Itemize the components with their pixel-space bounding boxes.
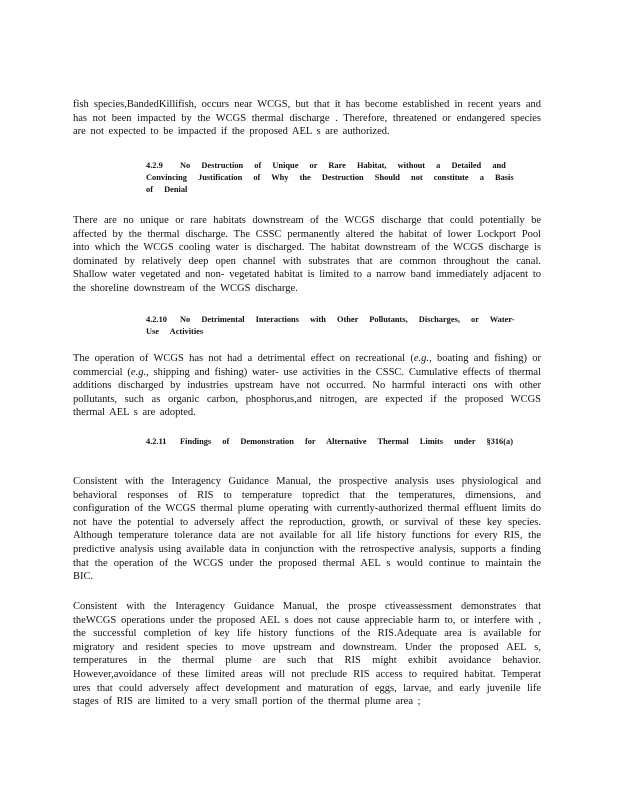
section-number: 4.2.9 bbox=[146, 161, 163, 170]
section-title: No Destruction of Unique or Rare Habitat, without a Detailed and Convincing Justification of Why the Destruction Should not constitute a Basis of Denial bbox=[146, 161, 514, 194]
paragraph-4-2-11-b: Consistent with the Interagency Guidance Manual, the prospe ctiveassessment demonstrates that theWCGS operations under the proposed AEL s does not cause appreciable harm to, or interfere with , the successful completion of key life history functions of the RIS.Adequate area is available for migratory and resident species to move upstream and downstream. Under the proposed AEL s, temperatures in the thermal plume are such that RIS might exhibit avoidance behavior. However,avoidance of these limited areas will not preclude RIS access to required habitat. Temperat ures that could adversely affect development and maturation of eggs, larvae, and early juvenile life stages of RIS are limited to a very small portion of the thermal plume area ; bbox=[73, 601, 541, 708]
paragraph-4-2-11-a: Consistent with the Interagency Guidance Manual, the prospective analysis uses physiological and behavioral responses of RIS to temperature topredict that the temperatures, dimensions, and configuration of the WCGS thermal plume operating with currently-authorized thermal effluent limits do not have the potential to adversely affect the reproduction, growth, or survival of these key species. Although temperature tolerance data are not available for all life history functions for every RIS, the predictive analysis using available data in conjunction with the retrospective analysis, supports a finding that the operation of the WCGS under the proposed thermal AEL s would continue to maintain the BIC. bbox=[73, 476, 541, 583]
section-number: 4.2.11 bbox=[146, 437, 167, 446]
text-run: shipping and fishing) water- use activities in the CSSC. Cumulative effects of thermal additions discharged by industries upstream have not occurred. No harmful interacti ons with other pollutants, such as organic carbon, phosphorus,and nitrogen, are expected if the proposed WCGS thermal AEL s are adopted. bbox=[73, 366, 542, 419]
paragraph-top: fish species,BandedKillifish, occurs near WCGS, but that it has become established in recent years and has not been impacted by the WCGS thermal discharge . Therefore, threatened or endangered species are not expected to be impacted if the proposed AEL s are authorized. bbox=[73, 99, 541, 138]
section-heading-4-2-10 bbox=[146, 314, 520, 338]
section-title: Findings of Demonstration for Alternative Thermal Limits under §316(a) bbox=[180, 437, 514, 446]
section-number: 4.2.10 bbox=[146, 315, 167, 324]
eg-abbrev: e.g. bbox=[413, 353, 430, 364]
text-run: , boating and fishing) or commercial ( bbox=[73, 353, 541, 378]
eg-abbrev: e.g., bbox=[130, 366, 149, 378]
paragraph-4-2-10 bbox=[73, 352, 541, 420]
section-heading-4-2-9 bbox=[146, 160, 520, 196]
section-heading-4-2-11 bbox=[146, 436, 520, 448]
text-run: The operation of WCGS has not had a detrimental effect on recreational ( bbox=[73, 353, 414, 364]
paragraph-4-2-9: There are no unique or rare habitats downstream of the WCGS discharge that could potentially be affected by the thermal discharge. The CSSC permanently altered the habitat of lower Lockport Pool into which the WCGS cooling water is discharged. The habitat downstream of the WCGS discharge is dominated by relatively deep open channel with substrates that are common throughout the canal. Shallow water vegetated and non- vegetated habitat is limited to a narrow band immediately adjacent to the shoreline downstream of the WCGS discharge. bbox=[73, 215, 541, 294]
section-title: No Detrimental Interactions with Other Pollutants, Discharges, or Water- Use Activities bbox=[146, 315, 515, 336]
